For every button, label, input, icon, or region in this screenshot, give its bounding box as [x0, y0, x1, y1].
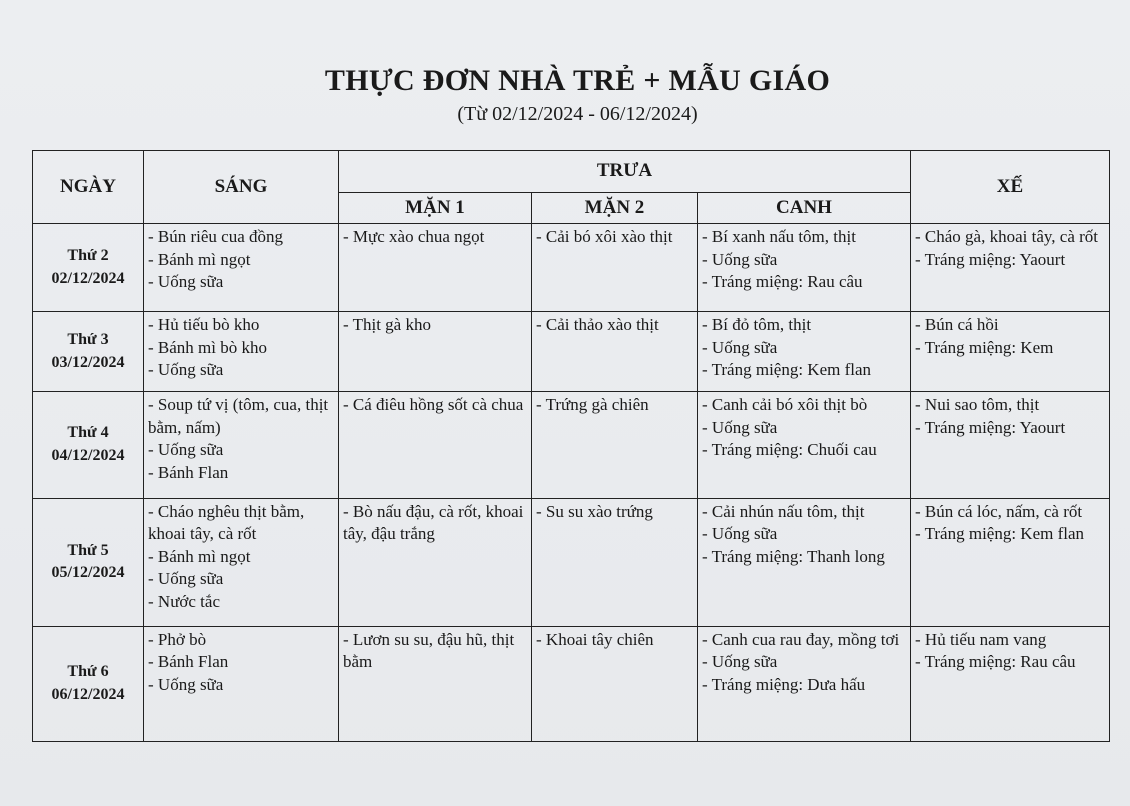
menu-item: - Uống sữa	[702, 524, 778, 543]
xe-cell	[911, 312, 1110, 392]
menu-item: - Soup tứ vị (tôm, cua, thịt bằm, nấm)	[148, 395, 329, 437]
day-cell	[33, 498, 144, 626]
day-cell	[33, 626, 144, 741]
menu-item: - Tráng miệng: Yaourt	[915, 417, 1066, 437]
xe-cell	[911, 498, 1110, 626]
menu-item: - Cải thảo xào thịt	[536, 315, 659, 335]
day-date: 06/12/2024	[51, 685, 125, 703]
menu-item: - Cá điêu hồng sốt cà chua	[343, 395, 524, 415]
man2-cell	[532, 626, 698, 741]
menu-item: - Cải nhún nấu tôm, thịt	[702, 501, 865, 521]
menu-item: - Phở bò	[148, 629, 207, 649]
day-name: Thứ 2	[67, 247, 109, 265]
man1-cell	[339, 312, 532, 392]
menu-item: - Bánh mì ngọt	[148, 546, 251, 566]
menu-item: - Tráng miệng: Rau câu	[702, 272, 863, 291]
menu-item: - Bún riêu cua đồng	[148, 227, 284, 246]
xe-cell	[911, 626, 1110, 741]
day-cell	[33, 312, 144, 392]
menu-item: - Bún cá lóc, nấm, cà rốt	[915, 501, 1083, 521]
day-cell	[33, 392, 144, 498]
menu-item: - Bí xanh nấu tôm, thịt	[702, 227, 856, 246]
date-range: (Từ 02/12/2024 - 06/12/2024)	[457, 103, 698, 125]
menu-item: - Bánh mì bò kho	[148, 337, 267, 357]
header-man1: MẶN 1	[339, 193, 532, 224]
table-row	[33, 498, 1110, 626]
header-sang: SÁNG	[144, 151, 339, 224]
sang-cell	[144, 392, 339, 498]
menu-item: - Uống sữa	[702, 652, 778, 672]
menu-item: - Hủ tiếu nam vang	[915, 629, 1047, 649]
day-name: Thứ 6	[67, 663, 109, 681]
sang-cell	[144, 312, 339, 392]
header-man2: MẶN 2	[532, 193, 698, 224]
sang-cell	[144, 626, 339, 741]
menu-item: - Bánh mì ngọt	[148, 249, 251, 269]
xe-cell	[911, 224, 1110, 312]
day-cell	[33, 224, 144, 312]
menu-item: - Uống sữa	[148, 360, 224, 380]
table-row	[33, 312, 1110, 392]
man1-cell	[339, 626, 532, 741]
man1-cell	[339, 224, 532, 312]
menu-body	[33, 224, 1110, 742]
menu-item: - Bánh Flan	[148, 462, 229, 482]
menu-item: - Tráng miệng: Kem flan	[915, 524, 1085, 543]
menu-item: - Cháo gà, khoai tây, cà rốt	[915, 227, 1098, 246]
header-trua: TRƯA	[339, 151, 911, 193]
man2-cell	[532, 312, 698, 392]
sang-cell	[144, 498, 339, 626]
xe-cell	[911, 392, 1110, 498]
menu-item: - Canh cải bó xôi thịt bò	[702, 395, 868, 415]
man2-cell	[532, 392, 698, 498]
sang-cell	[144, 224, 339, 312]
header-canh: CANH	[698, 193, 911, 224]
canh-cell	[698, 224, 911, 312]
man2-cell	[532, 224, 698, 312]
day-date: 02/12/2024	[51, 269, 125, 287]
menu-item: - Su su xào trứng	[536, 501, 653, 521]
menu-item: - Cháo nghêu thịt bằm, khoai tây, cà rốt	[148, 501, 305, 543]
day-date: 04/12/2024	[51, 446, 125, 464]
menu-item: - Mực xào chua ngọt	[343, 227, 485, 246]
header-ngay: NGÀY	[33, 151, 144, 224]
menu-item: - Canh cua rau đay, mồng tơi	[702, 629, 900, 649]
menu-item: - Hủ tiếu bò kho	[148, 315, 260, 335]
menu-item: - Bánh Flan	[148, 652, 229, 672]
menu-item: - Nui sao tôm, thịt	[915, 395, 1040, 415]
menu-item: - Uống sữa	[148, 440, 224, 460]
canh-cell	[698, 312, 911, 392]
menu-item: - Tráng miệng: Thanh long	[702, 546, 885, 566]
table-row	[33, 224, 1110, 312]
menu-item: - Tráng miệng: Kem	[915, 337, 1054, 357]
menu-item: - Uống sữa	[702, 337, 778, 357]
menu-item: - Uống sữa	[148, 674, 224, 694]
menu-item: - Uống sữa	[148, 272, 224, 291]
table-row	[33, 626, 1110, 741]
menu-item: - Trứng gà chiên	[536, 395, 649, 415]
menu-item: - Tráng miệng: Yaourt	[915, 249, 1066, 269]
day-date: 03/12/2024	[51, 353, 125, 371]
man2-cell	[532, 498, 698, 626]
menu-item: - Bí đỏ tôm, thịt	[702, 315, 812, 335]
menu-item: - Khoai tây chiên	[536, 629, 654, 649]
menu-item: - Uống sữa	[148, 569, 224, 588]
menu-table	[32, 150, 1110, 742]
menu-item: - Bò nấu đậu, cà rốt, khoai tây, đậu trắng	[343, 501, 524, 543]
canh-cell	[698, 498, 911, 626]
canh-cell	[698, 392, 911, 498]
menu-item: - Tráng miệng: Kem flan	[702, 360, 872, 380]
man1-cell	[339, 392, 532, 498]
menu-item: - Uống sữa	[702, 249, 778, 269]
menu-item: - Tráng miệng: Dưa hấu	[702, 674, 866, 694]
menu-item: - Bún cá hồi	[915, 315, 999, 335]
menu-item: - Tráng miệng: Rau câu	[915, 652, 1076, 672]
day-name: Thứ 3	[67, 331, 109, 349]
day-name: Thứ 5	[67, 541, 109, 559]
man1-cell	[339, 498, 532, 626]
header-xe: XẾ	[911, 151, 1110, 224]
menu-item: - Uống sữa	[702, 417, 778, 437]
table-row	[33, 392, 1110, 498]
menu-item: - Cải bó xôi xào thịt	[536, 227, 673, 246]
menu-item: - Lươn su su, đậu hũ, thịt bằm	[343, 629, 515, 672]
canh-cell	[698, 626, 911, 741]
page-title: THỰC ĐƠN NHÀ TRẺ + MẪU GIÁO	[324, 64, 831, 97]
day-date: 05/12/2024	[51, 564, 125, 582]
menu-item: - Thịt gà kho	[343, 315, 431, 335]
menu-item: - Nước tắc	[148, 591, 221, 611]
day-name: Thứ 4	[67, 424, 109, 442]
menu-item: - Tráng miệng: Chuối cau	[702, 440, 877, 460]
